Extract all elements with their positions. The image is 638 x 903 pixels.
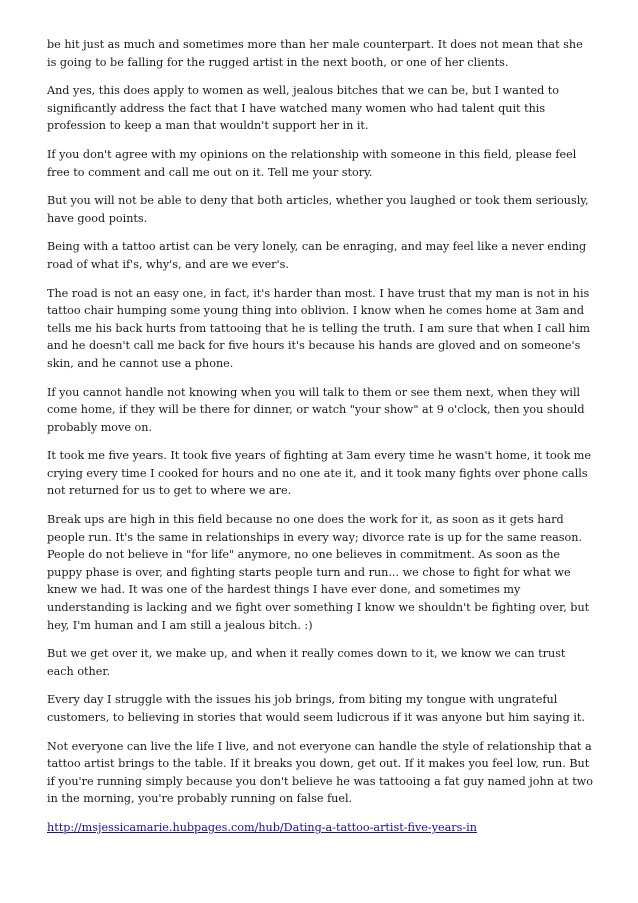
paragraph: And yes, this does apply to women as well, jealous bitches that we can be, but I wanted to significantly address the fact that I have watched many women who had talent quit this profession to keep a man that wouldn't support her in it.	[47, 84, 560, 133]
paragraph: If you cannot handle not knowing when you will talk to them or see them next, when they will come home, if they will be there for dinner, or watch "your show" at 9 o'clock, then you should probably move on.	[47, 385, 585, 434]
document-page	[47, 36, 595, 848]
paragraph: Break ups are high in this field because no one does the work for it, as soon as it gets hard people run. It's the same in relationships in every way; divorce rate is up for the same reason. People do not believe in "for life" anymore, no one believes in commitment. As soon as the puppy phase is over, and fighting starts people turn and run... we chose to fight for what we knew we had. It was one of the hardest things I have ever done, and sometimes my understanding is lacking and we fight over something I know we shouldn't be fighting over, but hey, I'm human and I am still a jealous bitch. :)	[47, 513, 590, 632]
paragraph: If you don't agree with my opinions on the relationship with someone in this field, please feel free to comment and call me out on it. Tell me your story.	[47, 147, 577, 179]
paragraph: Not everyone can live the life I live, and not everyone can handle the style of relationship that a tattoo artist brings to the table. If it breaks you down, get out. If it makes you feel low, run. But if you're running simply because you don't believe he was tattooing a fat guy named john at two in the morning, you're probably running on false fuel.	[47, 739, 593, 806]
source-link[interactable]: http://msjessicamarie.hubpages.com/hub/Dating-a-tattoo-artist-five-years-in	[47, 820, 477, 834]
source-link-paragraph	[47, 819, 595, 837]
paragraph: The road is not an easy one, in fact, it's harder than most. I have trust that my man is not in his tattoo chair humping some young thing into oblivion. I know when he comes home at 3am and tells me his back hurts from tattooing that he is telling the truth. I am sure that when I call him and he doesn't call me back for five hours it's because his hands are gloved and on someone's skin, and he cannot use a phone.	[47, 286, 591, 370]
paragraph: It took me five years. It took five years of fighting at 3am every time he wasn't home, it took me crying every time I cooked for hours and no one ate it, and it took many fights over phone calls not returned for us to get to where we are.	[47, 449, 592, 498]
paragraph: Being with a tattoo artist can be very lonely, can be enraging, and may feel like a never ending road of what if's, why's, and are we ever's.	[47, 240, 587, 271]
paragraph: be hit just as much and sometimes more than her male counterpart. It does not mean that she is going to be falling for the rugged artist in the next booth, or one of her clients.	[47, 38, 583, 69]
paragraph: Every day I struggle with the issues his job brings, from biting my tongue with ungrateful customers, to believing in stories that would seem ludicrous if it was anyone but him saying it.	[47, 693, 585, 724]
paragraph: But you will not be able to deny that both articles, whether you laughed or took them seriously, have good points.	[47, 194, 589, 225]
paragraph: But we get over it, we make up, and when it really comes down to it, we know we can trust each other.	[47, 647, 566, 678]
